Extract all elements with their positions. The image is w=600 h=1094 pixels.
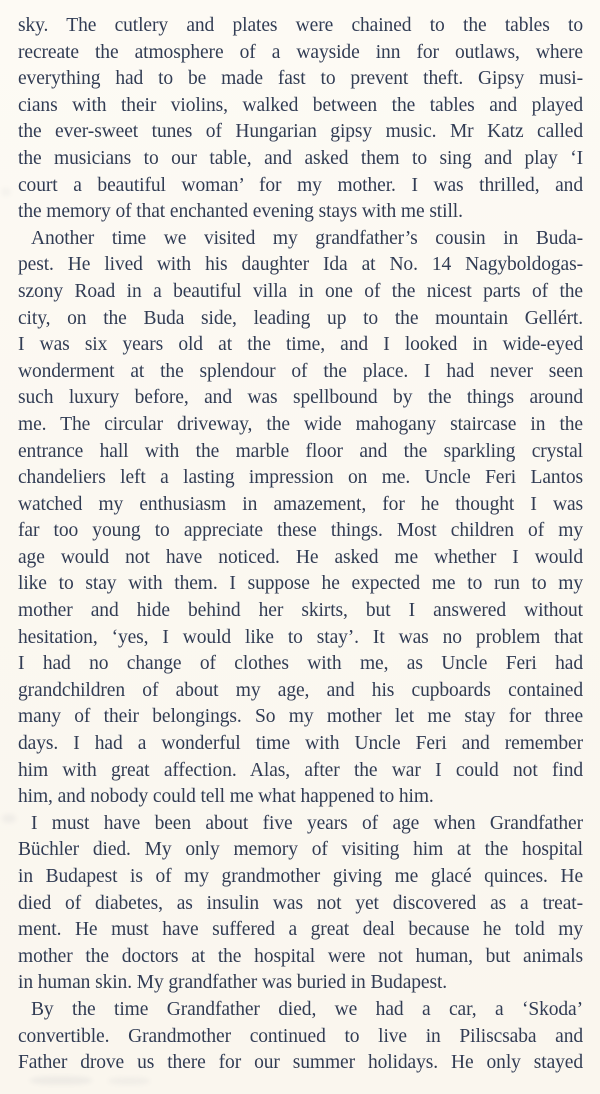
- text-line: watched my enthusiasm in amazement, for he thought I was: [18, 493, 583, 515]
- scan-bleedthrough-artifact: [108, 1077, 150, 1085]
- text-line: cians with their violins, walked between the tables and played: [18, 94, 583, 116]
- text-line: chandeliers left a lasting impression on me. Uncle Feri Lantos: [18, 467, 583, 489]
- text-line: Büchler died. My only memory of visiting him at the hospital: [18, 839, 583, 861]
- text-line: city, on the Buda side, leading up to the mountain Gellért.: [18, 307, 583, 329]
- text-line: convertible. Grandmother continued to live in Piliscsaba and: [18, 1025, 583, 1047]
- text-line: died of diabetes, as insulin was not yet discovered as a treat-: [18, 892, 583, 914]
- text-line: By the time Grandfather died, we had a car, a ‘Skoda’: [31, 998, 583, 1020]
- text-line: many of their belongings. So my mother let me stay for three: [18, 706, 583, 728]
- text-line: wonderment at the splendour of the place. I had never seen: [18, 360, 583, 382]
- text-line: hesitation, ‘yes, I would like to stay’. It was no problem that: [18, 626, 583, 648]
- text-line: everything had to be made fast to prevent theft. Gipsy musi-: [18, 68, 583, 90]
- text-line: sky. The cutlery and plates were chained to the tables to: [18, 15, 583, 36]
- text-line: him, and nobody could tell me what happened to him.: [18, 786, 434, 808]
- text-line: szony Road in a beautiful villa in one of the nicest parts of the: [18, 280, 583, 302]
- text-line: him with great affection. Alas, after the war I could not find: [18, 759, 583, 781]
- text-line: in Budapest is of my grandmother giving me glacé quinces. He: [18, 866, 583, 887]
- text-line: I must have been about five years of age when Grandfather: [31, 812, 583, 834]
- text-line: grandchildren of about my age, and his cupboards contained: [18, 679, 583, 701]
- paragraph: [18, 13, 583, 226]
- paragraph: [18, 997, 583, 1077]
- text-line: like to stay with them. I suppose he expected me to run to my: [18, 573, 583, 595]
- text-line: recreate the atmosphere of a wayside inn for outlaws, where: [18, 41, 583, 63]
- text-line: entrance hall with the marble floor and the sparkling crystal: [18, 440, 583, 462]
- text-line: mother and hide behind her skirts, but I answered without: [18, 600, 583, 622]
- paragraph: [18, 226, 583, 811]
- text-line: far too young to appreciate these things. Most children of my: [18, 520, 583, 542]
- text-line: Another time we visited my grandfather’s cousin in Buda-: [31, 227, 583, 249]
- text-line: Father drove us there for our summer holidays. He only stayed: [18, 1052, 583, 1074]
- text-line: court a beautiful woman’ for my mother. I was thrilled, and: [18, 174, 583, 196]
- text-line: such luxury before, and was spellbound by the things around: [18, 387, 583, 409]
- text-line: mother the doctors at the hospital were not human, but animals: [18, 945, 583, 967]
- text-line: I was six years old at the time, and I looked in wide-eyed: [18, 334, 583, 356]
- scan-bleedthrough-artifact: [30, 1076, 92, 1085]
- text-line: the memory of that enchanted evening stays with me still.: [18, 201, 463, 223]
- paragraph: [18, 811, 583, 997]
- text-line: age would not have noticed. He asked me whether I would: [18, 546, 583, 568]
- text-line: me. The circular driveway, the wide mahogany staircase in the: [18, 413, 583, 435]
- text-line: days. I had a wonderful time with Uncle Feri and remember: [18, 733, 583, 755]
- text-line: I had no change of clothes with me, as Uncle Feri had: [18, 653, 583, 675]
- text-line: the ever-sweet tunes of Hungarian gipsy music. Mr Katz called: [18, 121, 583, 143]
- text-line: the musicians to our table, and asked them to sing and play ‘I: [18, 147, 583, 169]
- text-line: ment. He must have suffered a great deal because he told my: [18, 919, 583, 941]
- scan-bleedthrough-artifact: [2, 814, 16, 823]
- text-line: in human skin. My grandfather was buried in Budapest.: [18, 972, 448, 994]
- scan-bleedthrough-artifact: [1, 188, 11, 196]
- page-text-block: [18, 13, 583, 1077]
- text-line: pest. He lived with his daughter Ida at No. 14 Nagyboldogas-: [18, 254, 583, 276]
